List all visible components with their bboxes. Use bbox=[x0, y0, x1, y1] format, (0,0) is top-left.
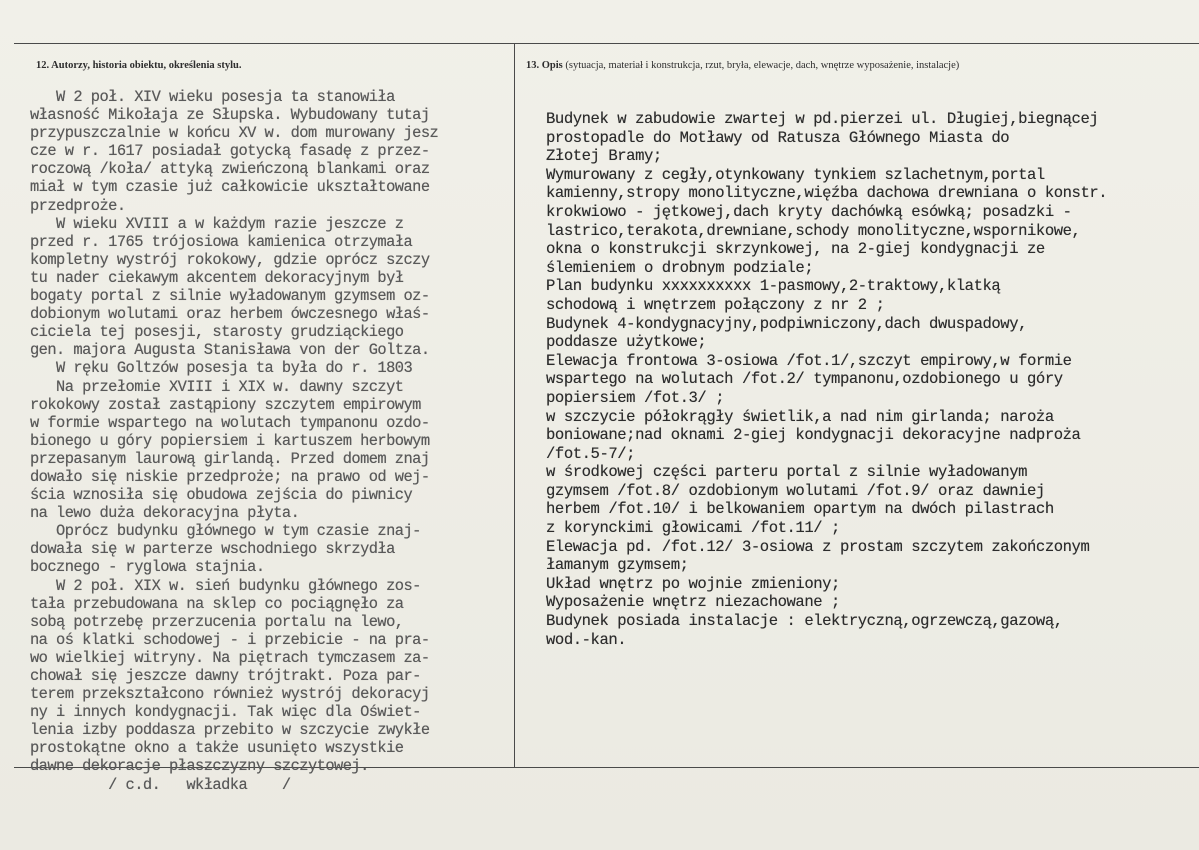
text-line: dowała się w parterze wschodniego skrzydła bbox=[30, 540, 395, 559]
text-line: gzymsem /fot.8/ ozdobionym wolutami /fot.9/ oraz dawniej bbox=[546, 481, 1045, 500]
text-line: terem przekształcono również wystrój dekoracyj bbox=[30, 685, 430, 704]
text-line: Wyposażenie wnętrz niezachowane ; bbox=[546, 593, 840, 612]
text-line: Budynek 4-kondygnacyjny,podpiwniczony,dach dwuspadowy, bbox=[546, 314, 1028, 333]
text-line: lenia izby poddasza przebito w szczycie zwykłe bbox=[30, 721, 430, 740]
text-line: wspartego na wolutach /fot.2/ tympanonu,ozdobionego u góry bbox=[546, 370, 1063, 389]
text-line: kamienny,stropy monolityczne,więźba dachowa drewniana o konstr. bbox=[546, 184, 1108, 203]
text-line: Układ wnętrz po wojnie zmieniony; bbox=[546, 574, 840, 593]
text-line: przed r. 1765 trójosiowa kamienica otrzymała bbox=[30, 232, 413, 251]
text-line: Wymurowany z cegły,otynkowany tynkiem szlachetnym,portal bbox=[546, 165, 1045, 184]
text-line: W wieku XVIII a w każdym razie jeszcze z bbox=[30, 214, 404, 233]
text-line: Oprócz budynku głównego w tym czasie znaj- bbox=[30, 522, 421, 541]
text-line: dowało się niskie przedproże; na prawo od wej- bbox=[30, 467, 430, 486]
text-line: Elewacja frontowa 3-osiowa /fot.1/,szczyt empirowy,w formie bbox=[546, 351, 1072, 370]
text-line: roczową /koła/ attyką zwieńczoną blankami oraz bbox=[30, 160, 430, 179]
text-line: dawne dekoracje płaszczyzny szczytowej. bbox=[30, 757, 369, 776]
text-line: Na przełomie XVIII i XIX w. dawny szczyt bbox=[30, 377, 404, 396]
text-line: cze w r. 1617 posiadał gotycką fasadę z przez- bbox=[30, 142, 430, 161]
text-line: przepasanym laurową girlandą. Przed domem znaj bbox=[30, 449, 430, 468]
text-line: tała przebudowana na sklep co pociągnęło za bbox=[30, 594, 404, 613]
left-column-heading: 12. Autorzy, historia obiektu, określenia stylu. bbox=[36, 60, 242, 71]
description-text bbox=[546, 110, 1107, 649]
text-line: ścia wznosiła się obudowa zejścia do piwnicy bbox=[30, 486, 413, 505]
text-line: w formie wspartego na wolutach tympanonu ozdo- bbox=[30, 413, 430, 432]
text-line: gen. majora Augusta Stanisława von der Goltza. bbox=[30, 341, 430, 360]
text-line: Budynek posiada instalacje : elektryczną,ogrzewczą,gazową, bbox=[546, 612, 1063, 631]
text-line: W ręku Goltzów posesja ta była do r. 1803 bbox=[30, 359, 413, 378]
text-line: W 2 poł. XIV wieku posesja ta stanowiła bbox=[30, 88, 395, 106]
text-line: przedproże. bbox=[30, 196, 126, 215]
text-line: Plan budynku xxxxxxxxxx 1-pasmowy,2-traktowy,klatką bbox=[546, 277, 1001, 296]
text-line: boniowane;nad oknami 2-giej kondygnacji dekoracyjne nadproża bbox=[546, 426, 1081, 445]
text-line: w szczycie półokrągły świetlik,a nad nim girlanda; naroża bbox=[546, 407, 1054, 426]
text-line: sobą potrzebę przerzucenia portalu na lewo, bbox=[30, 612, 404, 631]
text-line: miał w tym czasie już całkowicie ukształtowane bbox=[30, 178, 430, 197]
history-text bbox=[30, 88, 438, 794]
text-line: Elewacja pd. /fot.12/ 3-osiowa z prostam szczytem zakończonym bbox=[546, 537, 1090, 556]
text-line: dobionym wolutami oraz herbem ówczesnego właś- bbox=[30, 305, 430, 324]
text-line: na lewo duża dekoracyjna płyta. bbox=[30, 504, 300, 523]
text-line: bogaty portal z silnie wyładowanym gzymsem oz- bbox=[30, 287, 430, 306]
text-line: z korynckimi głowicami /fot.11/ ; bbox=[546, 519, 840, 538]
text-line: kompletny wystrój rokokowy, gdzie oprócz szczy bbox=[30, 250, 430, 269]
text-line: ciciela tej posesji, starosty grudziąckiego bbox=[30, 323, 404, 342]
top-rule bbox=[14, 43, 1199, 44]
text-line: własność Mikołaja ze Słupska. Wybudowany tutaj bbox=[30, 106, 430, 125]
text-line: popiersiem /fot.3/ ; bbox=[546, 388, 725, 407]
text-line: prostopadle do Motławy od Ratusza Głównego Miasta do bbox=[546, 128, 1010, 147]
text-line: łamanym gzymsem; bbox=[546, 556, 689, 575]
text-line: bionego u góry popiersiem i kartuszem herbowym bbox=[30, 431, 430, 450]
text-line: wod.-kan. bbox=[546, 630, 627, 649]
right-column-heading bbox=[526, 60, 959, 71]
text-line: chował się jeszcze dawny trójtrakt. Poza par- bbox=[30, 667, 421, 685]
text-line: wo wielkiej witryny. Na piętrach tymczasem za- bbox=[30, 648, 430, 667]
text-line: bocznego - ryglowa stajnia. bbox=[30, 558, 265, 577]
text-line: / c.d. wkładka / bbox=[30, 775, 291, 794]
text-line: ślemieniem o drobnym podziale; bbox=[546, 258, 814, 277]
text-line: W 2 poł. XIX w. sień budynku głównego zos- bbox=[30, 576, 421, 595]
text-line: rokokowy został zastąpiony szczytem empirowym bbox=[30, 395, 421, 414]
text-line: na oś klatki schodowej - i przebicie - na pra- bbox=[30, 630, 430, 649]
right-heading-number: 13. Opis bbox=[526, 60, 563, 71]
text-line: tu nader ciekawym akcentem dekoracyjnym był bbox=[30, 268, 404, 287]
text-line: przypuszczalnie w końcu XV w. dom murowany jesz bbox=[30, 124, 439, 143]
text-line: prostokątne okno a także usunięto wszystkie bbox=[30, 739, 404, 758]
text-line: krokwiowo - jętkowej,dach kryty dachówką esówką; posadzki - bbox=[546, 202, 1072, 221]
text-line: w środkowej części parteru portal z silnie wyładowanym bbox=[546, 463, 1028, 482]
right-heading-fields: (sytuacja, materiał i konstrukcja, rzut, bryła, elewacje, dach, wnętrze wyposażenie, instalacje) bbox=[562, 60, 960, 71]
text-line: okna o konstrukcji skrzynkowej, na 2-giej kondygnacji ze bbox=[546, 240, 1045, 259]
text-line: herbem /fot.10/ i belkowaniem opartym na dwóch pilastrach bbox=[546, 500, 1054, 519]
text-line: poddasze użytkowe; bbox=[546, 333, 707, 352]
text-line: ny i innych kondygnacji. Tak więc dla Oświet- bbox=[30, 703, 421, 722]
column-divider bbox=[514, 43, 515, 767]
text-line: /fot.5-7/; bbox=[546, 444, 636, 463]
text-line: Złotej Bramy; bbox=[546, 147, 662, 166]
text-line: Budynek w zabudowie zwartej w pd.pierzei ul. Długiej,biegnącej bbox=[546, 110, 1099, 128]
text-line: lastrico,terakota,drewniane,schody monolityczne,wspornikowe, bbox=[546, 221, 1081, 240]
text-line: schodową i wnętrzem połączony z nr 2 ; bbox=[546, 295, 885, 314]
